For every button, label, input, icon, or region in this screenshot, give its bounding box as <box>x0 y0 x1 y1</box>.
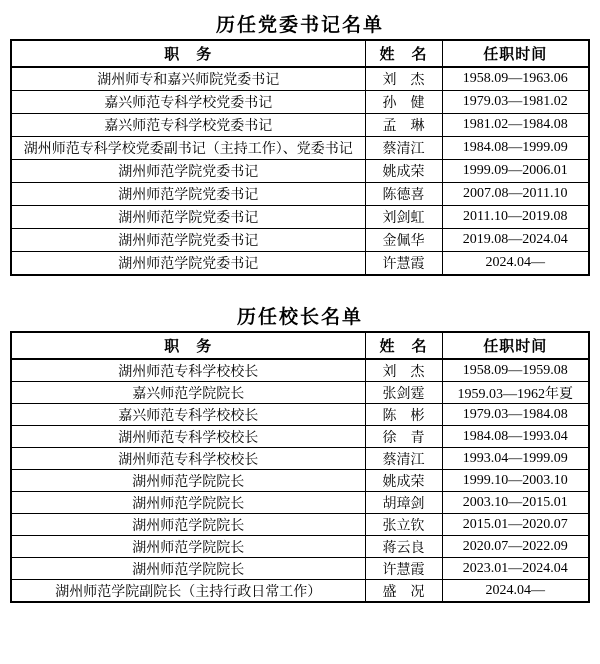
tenure-cell: 2023.01—2024.04 <box>442 558 589 580</box>
table-row <box>11 382 589 404</box>
name-cell: 徐 青 <box>365 426 442 448</box>
column-header: 任职时间 <box>442 332 589 359</box>
name-cell: 张剑霆 <box>365 382 442 404</box>
name-cell: 孙 健 <box>365 91 442 114</box>
position-cell: 湖州师范学院院长 <box>11 492 365 514</box>
table-row <box>11 426 589 448</box>
table-row <box>11 359 589 382</box>
presidents-table <box>10 331 590 603</box>
table-row <box>11 580 589 603</box>
tenure-cell: 2003.10—2015.01 <box>442 492 589 514</box>
tenure-cell: 2015.01—2020.07 <box>442 514 589 536</box>
name-cell: 刘 杰 <box>365 359 442 382</box>
secretaries-table-header <box>11 40 589 67</box>
tenure-cell: 2024.04— <box>442 580 589 603</box>
table-row <box>11 137 589 160</box>
header-row <box>11 332 589 359</box>
position-cell: 湖州师范学院副院长（主持行政日常工作） <box>11 580 365 603</box>
position-cell: 嘉兴师范专科学校党委书记 <box>11 91 365 114</box>
name-cell: 刘 杰 <box>365 67 442 91</box>
name-cell: 陈 彬 <box>365 404 442 426</box>
table-row <box>11 536 589 558</box>
tenure-cell: 2024.04— <box>442 252 589 276</box>
name-cell: 蔡清江 <box>365 448 442 470</box>
name-cell: 蔡清江 <box>365 137 442 160</box>
name-cell: 张立钦 <box>365 514 442 536</box>
column-header: 姓 名 <box>365 332 442 359</box>
tenure-cell: 2007.08—2011.10 <box>442 183 589 206</box>
table-row <box>11 252 589 276</box>
name-cell: 蒋云良 <box>365 536 442 558</box>
table-row <box>11 91 589 114</box>
table-row <box>11 183 589 206</box>
position-cell: 嘉兴师范学院院长 <box>11 382 365 404</box>
tenure-cell: 2019.08—2024.04 <box>442 229 589 252</box>
name-cell: 姚成荣 <box>365 470 442 492</box>
position-cell: 湖州师专和嘉兴师院党委书记 <box>11 67 365 91</box>
tenure-cell: 1958.09—1963.06 <box>442 67 589 91</box>
table-row <box>11 448 589 470</box>
secretaries-list-title: 历任党委书记名单 <box>215 15 384 36</box>
presidents-table-header <box>11 332 589 359</box>
table-row <box>11 470 589 492</box>
position-cell: 湖州师范专科学校校长 <box>11 448 365 470</box>
position-cell: 湖州师范专科学校校长 <box>11 359 365 382</box>
position-cell: 湖州师范学院院长 <box>11 558 365 580</box>
tenure-cell: 1959.03—1962年夏 <box>442 382 589 404</box>
header-row <box>11 40 589 67</box>
name-cell: 孟 琳 <box>365 114 442 137</box>
position-cell: 湖州师范学院党委书记 <box>11 160 365 183</box>
secretaries-table-body <box>11 67 589 275</box>
column-header: 姓 名 <box>365 40 442 67</box>
table-row <box>11 404 589 426</box>
column-header: 职 务 <box>11 332 365 359</box>
table-row <box>11 114 589 137</box>
tenure-cell: 2011.10—2019.08 <box>442 206 589 229</box>
table-row <box>11 229 589 252</box>
tenure-cell: 1981.02—1984.08 <box>442 114 589 137</box>
tenure-cell: 1984.08—1999.09 <box>442 137 589 160</box>
position-cell: 湖州师范专科学校校长 <box>11 426 365 448</box>
tenure-cell: 1958.09—1959.08 <box>442 359 589 382</box>
name-cell: 金佩华 <box>365 229 442 252</box>
secretaries-table <box>10 39 590 276</box>
tenure-cell: 1979.03—1984.08 <box>442 404 589 426</box>
position-cell: 湖州师范学院党委书记 <box>11 229 365 252</box>
tenure-cell: 1999.09—2006.01 <box>442 160 589 183</box>
name-cell: 许慧霞 <box>365 252 442 276</box>
position-cell: 湖州师范学院党委书记 <box>11 252 365 276</box>
position-cell: 湖州师范学院党委书记 <box>11 206 365 229</box>
table-row <box>11 67 589 91</box>
position-cell: 嘉兴师范专科学校党委书记 <box>11 114 365 137</box>
table-row <box>11 558 589 580</box>
position-cell: 嘉兴师范专科学校校长 <box>11 404 365 426</box>
presidents-list-title: 历任校长名单 <box>236 307 363 328</box>
tenure-cell: 1984.08—1993.04 <box>442 426 589 448</box>
tenure-cell: 1999.10—2003.10 <box>442 470 589 492</box>
name-cell: 刘剑虹 <box>365 206 442 229</box>
table-row <box>11 206 589 229</box>
presidents-table-body <box>11 359 589 602</box>
position-cell: 湖州师范学院党委书记 <box>11 183 365 206</box>
table-row <box>11 514 589 536</box>
position-cell: 湖州师范专科学校党委副书记（主持工作）、党委书记 <box>11 137 365 160</box>
column-header: 职 务 <box>11 40 365 67</box>
position-cell: 湖州师范学院院长 <box>11 536 365 558</box>
name-cell: 许慧霞 <box>365 558 442 580</box>
name-cell: 胡璋剑 <box>365 492 442 514</box>
position-cell: 湖州师范学院院长 <box>11 514 365 536</box>
position-cell: 湖州师范学院院长 <box>11 470 365 492</box>
tenure-cell: 2020.07—2022.09 <box>442 536 589 558</box>
tenure-cell: 1979.03—1981.02 <box>442 91 589 114</box>
table-row <box>11 160 589 183</box>
column-header: 任职时间 <box>442 40 589 67</box>
name-cell: 陈德喜 <box>365 183 442 206</box>
table-row <box>11 492 589 514</box>
tenure-cell: 1993.04—1999.09 <box>442 448 589 470</box>
name-cell: 姚成荣 <box>365 160 442 183</box>
name-cell: 盛 况 <box>365 580 442 603</box>
